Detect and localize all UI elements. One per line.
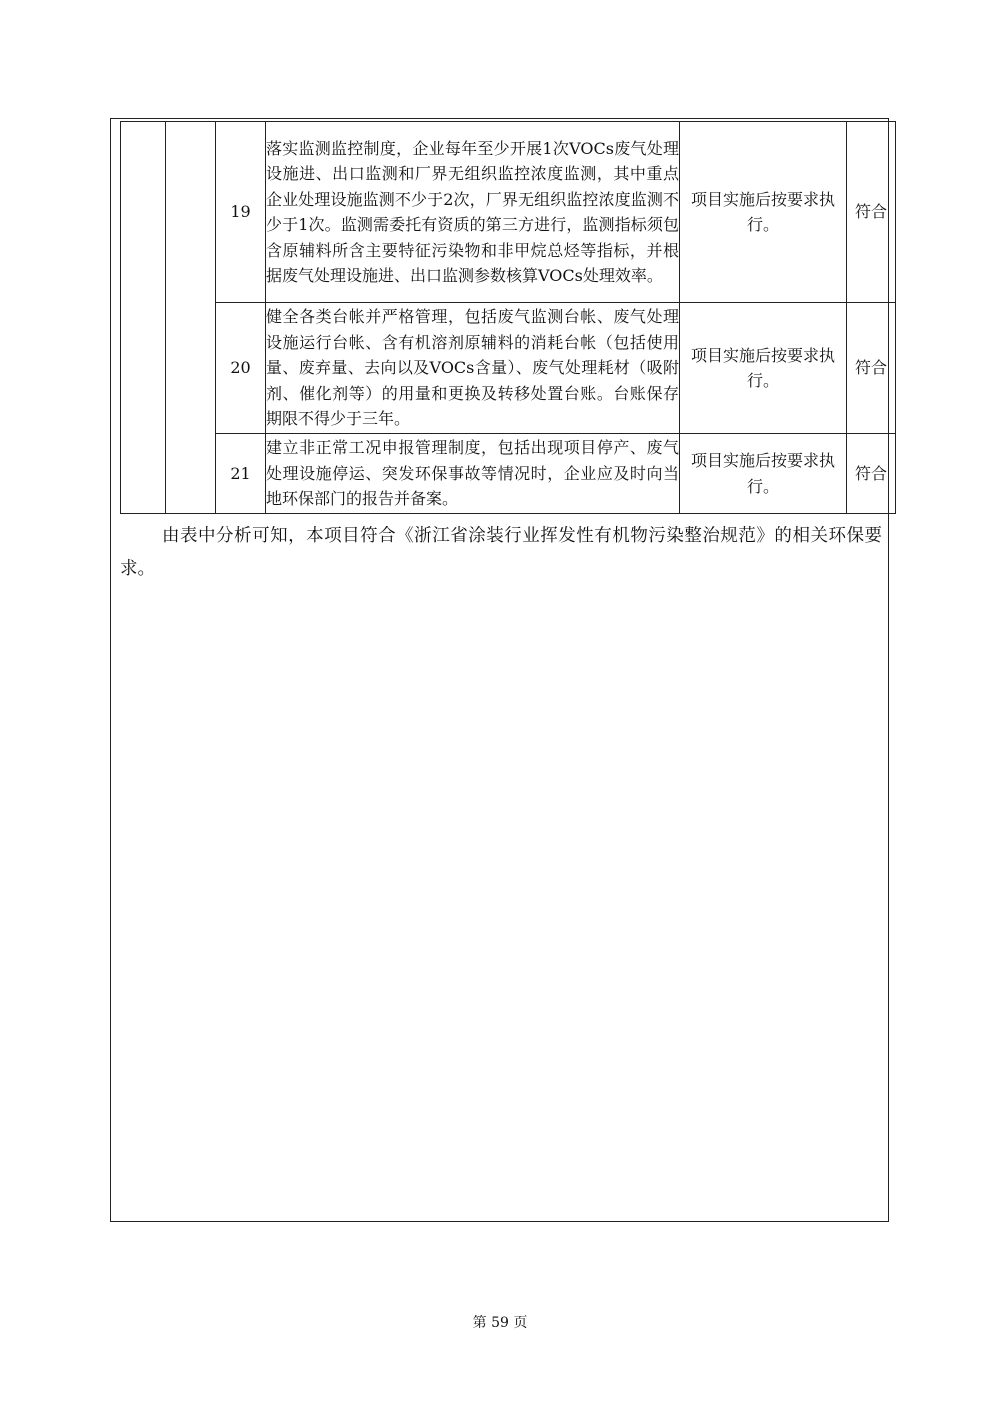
conclusion-paragraph: 由表中分析可知，本项目符合《浙江省涂装行业挥发性有机物污染整治规范》的相关环保要求。 <box>120 526 882 579</box>
result-text: 符合 <box>847 434 896 514</box>
category-cell <box>121 122 166 514</box>
result-text: 符合 <box>847 122 896 303</box>
requirement-text: 建立非正常工况申报管理制度，包括出现项目停产、废气处理设施停运、突发环保事故等情况时，企业应及时向当地环保部门的报告并备案。 <box>266 434 680 514</box>
implementation-text: 项目实施后按要求执行。 <box>680 122 847 303</box>
row-number: 20 <box>216 303 266 434</box>
table-row <box>121 303 896 434</box>
requirement-text: 落实监测监控制度，企业每年至少开展1次VOCs废气处理设施进、出口监测和厂界无组织监控浓度监测，其中重点企业处理设施监测不少于2次，厂界无组织监控浓度监测不少于1次。监测需委托有资质的第三方进行，监测指标须包含原辅料所含主要特征污染物和非甲烷总烃等指标，并根据废气处理设施进、出口监测参数核算VOCs处理效率。 <box>266 122 680 303</box>
page-number: 第 59 页 <box>472 1315 528 1331</box>
table-row <box>121 122 896 303</box>
subcategory-cell <box>166 122 216 514</box>
row-number: 21 <box>216 434 266 514</box>
row-number: 19 <box>216 122 266 303</box>
table-row <box>121 434 896 514</box>
implementation-text: 项目实施后按要求执行。 <box>680 303 847 434</box>
requirement-text: 健全各类台帐并严格管理，包括废气监测台帐、废气处理设施运行台帐、含有机溶剂原辅料的消耗台帐（包括使用量、废弃量、去向以及VOCs含量）、废气处理耗材（吸附剂、催化剂等）的用量和更换及转移处置台账。台账保存期限不得少于三年。 <box>266 303 680 434</box>
implementation-text: 项目实施后按要求执行。 <box>680 434 847 514</box>
requirements-table <box>120 121 896 514</box>
result-text: 符合 <box>847 303 896 434</box>
